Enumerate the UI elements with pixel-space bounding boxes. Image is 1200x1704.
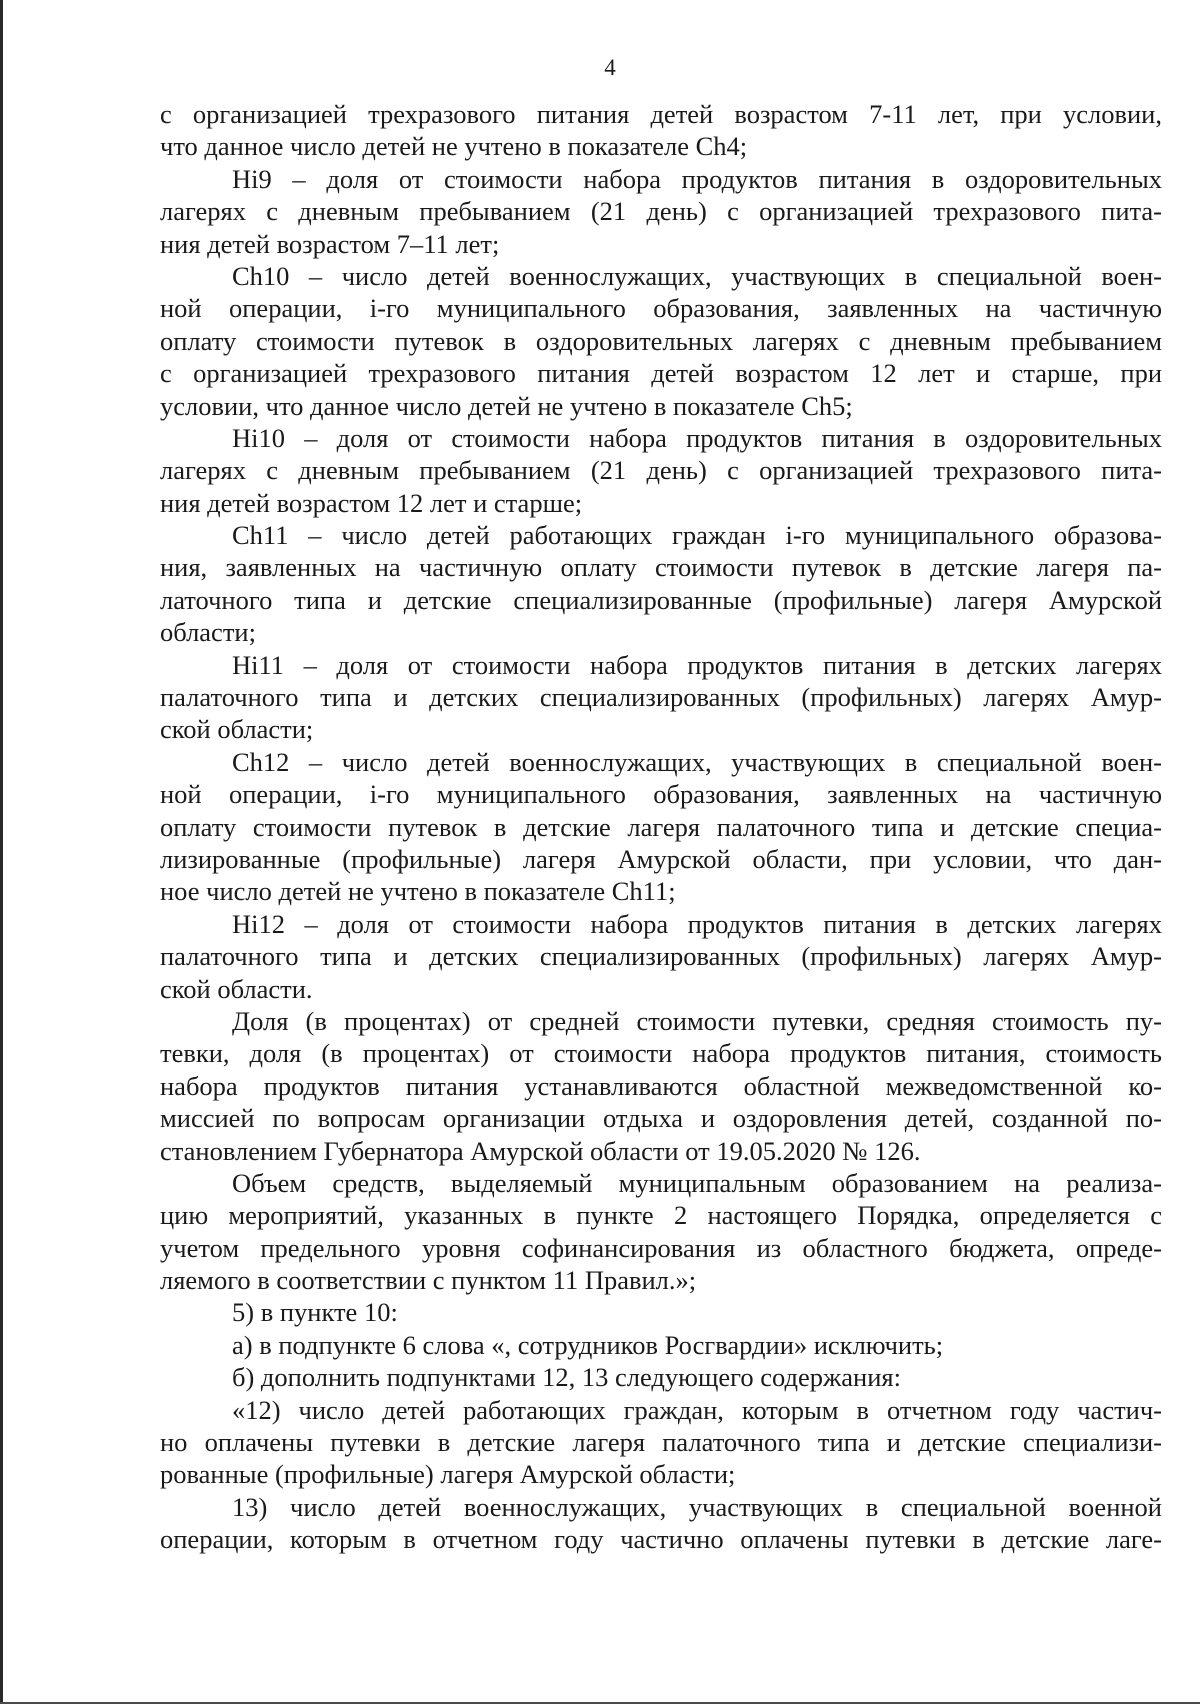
- text-line: становлением Губернатора Амурской области от 19.05.2020 № 126.: [160, 1135, 921, 1166]
- text-line: ния, заявленных на частичную оплату стоимости путевок в детские лагеря па-: [160, 552, 1162, 583]
- text-line: 13) число детей военнослужащих, участвующих в специальной военной: [232, 1491, 1162, 1522]
- text-line: миссией по вопросам организации отдыха и оздоровления детей, созданной по-: [160, 1103, 1162, 1134]
- text-line: с организацией трехразового питания детей возрастом 12 лет и старше, при: [160, 358, 1162, 389]
- text-line: операции, которым в отчетном году частично оплачены путевки в детские лаге-: [160, 1524, 1162, 1555]
- text-line: латочного типа и детские специализированные (профильные) лагеря Амурской: [160, 584, 1162, 615]
- text-line: Объем средств, выделяемый муниципальным образованием на реализа-: [232, 1167, 1162, 1198]
- text-line: б) дополнить подпунктами 12, 13 следующего содержания:: [232, 1362, 901, 1393]
- text-line: лагерях с дневным пребыванием (21 день) с организацией трехразового пита-: [160, 455, 1162, 486]
- text-line: тевки, доля (в процентах) от стоимости набора продуктов питания, стоимость: [160, 1038, 1162, 1069]
- text-line: Hi12 – доля от стоимости набора продуктов питания в детских лагерях: [232, 908, 1162, 939]
- text-line: учетом предельного уровня софинансирования из областного бюджета, опреде-: [160, 1232, 1162, 1263]
- text-line: а) в подпункте 6 слова «, сотрудников Росгвардии» исключить;: [232, 1329, 944, 1360]
- text-line: палаточного типа и детских специализированных (профильных) лагерях Амур-: [160, 682, 1162, 713]
- text-line: что данное число детей не учтено в показателе Ch4;: [160, 131, 748, 162]
- text-line: области;: [160, 617, 256, 648]
- document-body: [160, 98, 1162, 1556]
- text-line: ное число детей не учтено в показателе Ch11;: [160, 876, 676, 907]
- text-line: ской области;: [160, 714, 314, 745]
- text-line: цию мероприятий, указанных в пункте 2 настоящего Порядка, определяется с: [160, 1200, 1162, 1231]
- text-line: палаточного типа и детских специализированных (профильных) лагерях Амур-: [160, 941, 1162, 972]
- text-line: Ch12 – число детей военнослужащих, участвующих в специальной воен-: [232, 746, 1162, 777]
- text-line: набора продуктов питания устанавливаются областной межведомственной ко-: [160, 1070, 1162, 1101]
- text-line: оплату стоимости путевок в оздоровительных лагерях с дневным пребыванием: [160, 325, 1162, 356]
- text-line: Hi11 – доля от стоимости набора продуктов питания в детских лагерях: [232, 649, 1162, 680]
- text-line: «12) число детей работающих граждан, которым в отчетном году частич-: [232, 1394, 1162, 1425]
- text-line: лизированные (профильные) лагеря Амурской области, при условии, что дан-: [160, 843, 1162, 874]
- text-line: но оплачены путевки в детские лагеря палаточного типа и детские специализи-: [160, 1427, 1162, 1458]
- text-line: ной операции, i-го муниципального образования, заявленных на частичную: [160, 293, 1162, 324]
- text-line: ской области.: [160, 973, 313, 1004]
- scan-left-edge: [0, 0, 3, 1704]
- text-line: Доля (в процентах) от средней стоимости путевки, средняя стоимость пу-: [232, 1005, 1162, 1036]
- text-line: ляемого в соответствии с пунктом 11 Правил.»;: [160, 1265, 697, 1296]
- text-line: лагерях с дневным пребыванием (21 день) с организацией трехразового пита-: [160, 196, 1162, 227]
- text-line: ния детей возрастом 7–11 лет;: [160, 228, 500, 259]
- text-line: с организацией трехразового питания детей возрастом 7-11 лет, при условии,: [160, 99, 1162, 129]
- text-line: Hi10 – доля от стоимости набора продуктов питания в оздоровительных: [232, 422, 1162, 453]
- text-line: рованные (профильные) лагеря Амурской области;: [160, 1459, 736, 1490]
- text-line: 5) в пункте 10:: [232, 1297, 398, 1328]
- text-line: ния детей возрастом 12 лет и старше;: [160, 487, 583, 518]
- text-line: Hi9 – доля от стоимости набора продуктов питания в оздоровительных: [232, 163, 1162, 194]
- text-line: Ch10 – число детей военнослужащих, участвующих в специальной воен-: [232, 260, 1162, 291]
- page-number: 4: [604, 55, 616, 80]
- text-line: условии, что данное число детей не учтено в показателе Ch5;: [160, 390, 853, 421]
- text-line: Ch11 – число детей работающих граждан i-го муниципального образова-: [232, 520, 1162, 551]
- text-line: оплату стоимости путевок в детские лагеря палаточного типа и детские специа-: [160, 811, 1162, 842]
- text-line: ной операции, i-го муниципального образования, заявленных на частичную: [160, 779, 1162, 810]
